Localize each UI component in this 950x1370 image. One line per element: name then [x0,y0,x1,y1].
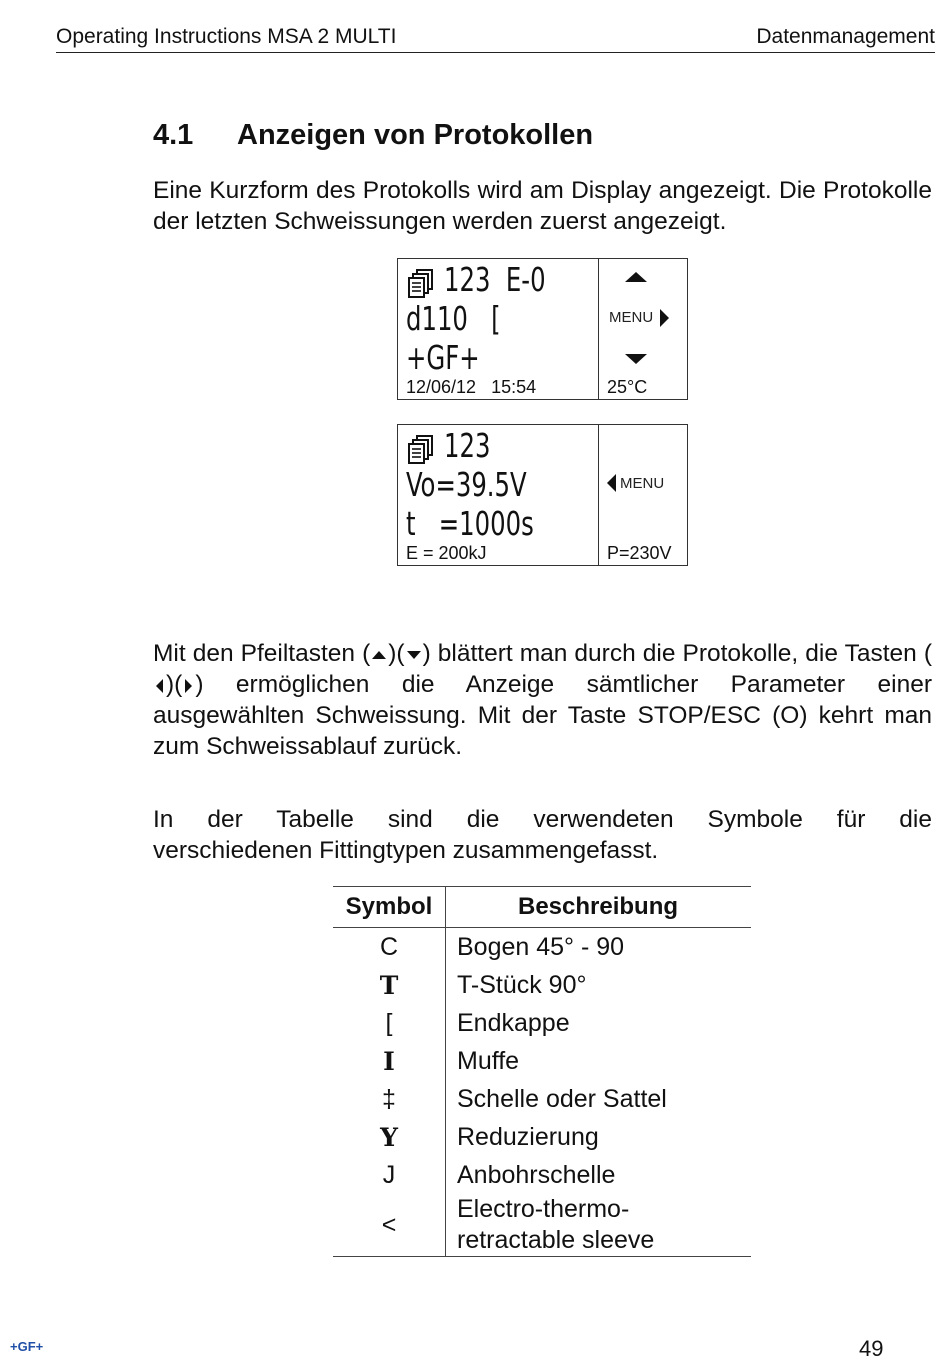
intro-text: Eine Kurzform des Protokolls wird am Display angezeigt. Die Protokolle der letzten Schweissungen werden zuerst angezeigt. [153,177,932,235]
display-line-3: t =1000s [406,504,534,543]
display-temperature: 25°C [607,377,648,397]
table-row [333,966,751,1004]
description-cell: Reduzierung [457,1122,599,1151]
menu-label: MENU [609,309,654,326]
left-arrow-icon [156,679,163,693]
symbol-cell: [ [333,1004,446,1042]
navigation-paragraph [153,638,932,762]
nav-text-part: ) ermöglichen die Anzeige sämtlicher Parameter einer ausgewählten Schweissung. Mit der Taste STOP/ESC (O) kehrt man zum Schweissablauf zurück. [153,671,932,760]
description-cell: Schelle oder Sattel [457,1084,667,1113]
down-arrow-icon [625,354,647,364]
table-header-row [333,887,751,928]
section-number: 4.1 [153,119,194,151]
symbol-cell: < [333,1194,446,1257]
table-row [333,1118,751,1156]
table-row [333,1042,751,1080]
table-row [333,1194,751,1257]
symbol-cell: Y [333,1118,446,1156]
intro-paragraph [153,175,932,237]
header-title: Operating Instructions MSA 2 MULTI [56,25,397,48]
nav-text-part: )( [166,671,183,698]
table-row [333,1080,751,1118]
description-cell: T-Stück 90° [457,970,587,999]
symbol-cell: C [333,928,446,967]
display-line-3: +GF+ [406,338,480,377]
up-arrow-icon [625,272,647,282]
table-intro-line-1: In der Tabelle sind die verwendeten Symbole für die [153,806,932,833]
left-arrow-icon [607,474,616,492]
symbol-cell: T [333,966,446,1004]
table-row [333,928,751,967]
display-log-summary [397,258,688,400]
description-cell [446,1194,752,1257]
right-arrow-icon [660,309,669,327]
nav-text-part: ) blättert man durch die Protokolle, die Tasten ( [422,640,932,667]
nav-text-part: Mit den Pfeiltasten ( [153,640,371,667]
table-intro-line-2: verschiedenen Fittingtypen zusammengefasst. [153,837,659,864]
table-row [333,1004,751,1042]
page-number: 49 [859,1336,884,1361]
display-log-summary-keys [598,259,687,399]
header-section: Datenmanagement [756,25,935,48]
display-datetime: 12/06/12 15:54 [406,377,537,397]
up-arrow-icon [372,651,386,659]
column-header-symbol: Symbol [333,887,446,928]
menu-label: MENU [620,475,665,492]
section-title: Anzeigen von Protokollen [237,119,594,151]
display-line-2: d110 [ [406,299,501,338]
description-line: retractable sleeve [457,1226,655,1254]
description-cell: Anbohrschelle [457,1160,616,1189]
navigation-text [153,638,932,762]
document-stack-icon [408,435,434,465]
symbol-table [333,886,751,1257]
down-arrow-icon [407,651,421,659]
table-intro-paragraph [153,804,932,866]
description-line: Electro-thermo- [457,1195,630,1223]
display-line-2: Vo=39.5V [406,465,527,504]
display-power: P=230V [607,543,672,563]
gf-logo: +GF+ [10,1339,44,1354]
display-log-details [397,424,688,566]
right-arrow-icon [185,679,192,693]
display-energy: E = 200kJ [406,543,487,563]
description-cell: Muffe [457,1046,520,1075]
header-rule [56,52,935,53]
description-cell: Bogen 45° - 90 [457,932,625,961]
column-header-description: Beschreibung [446,887,752,928]
table-row [333,1156,751,1194]
display-line-1: 123 E-0 [444,260,546,299]
display-log-details-main [398,425,599,565]
document-stack-icon [408,269,434,299]
symbol-cell: ‡ [333,1080,446,1118]
description-cell: Endkappe [457,1008,570,1037]
display-line-1: 123 [444,426,491,465]
symbol-cell: J [333,1156,446,1194]
display-log-summary-main [398,259,599,399]
nav-text-part: )( [388,640,405,667]
symbol-cell: I [333,1042,446,1080]
display-log-details-keys [598,425,687,565]
